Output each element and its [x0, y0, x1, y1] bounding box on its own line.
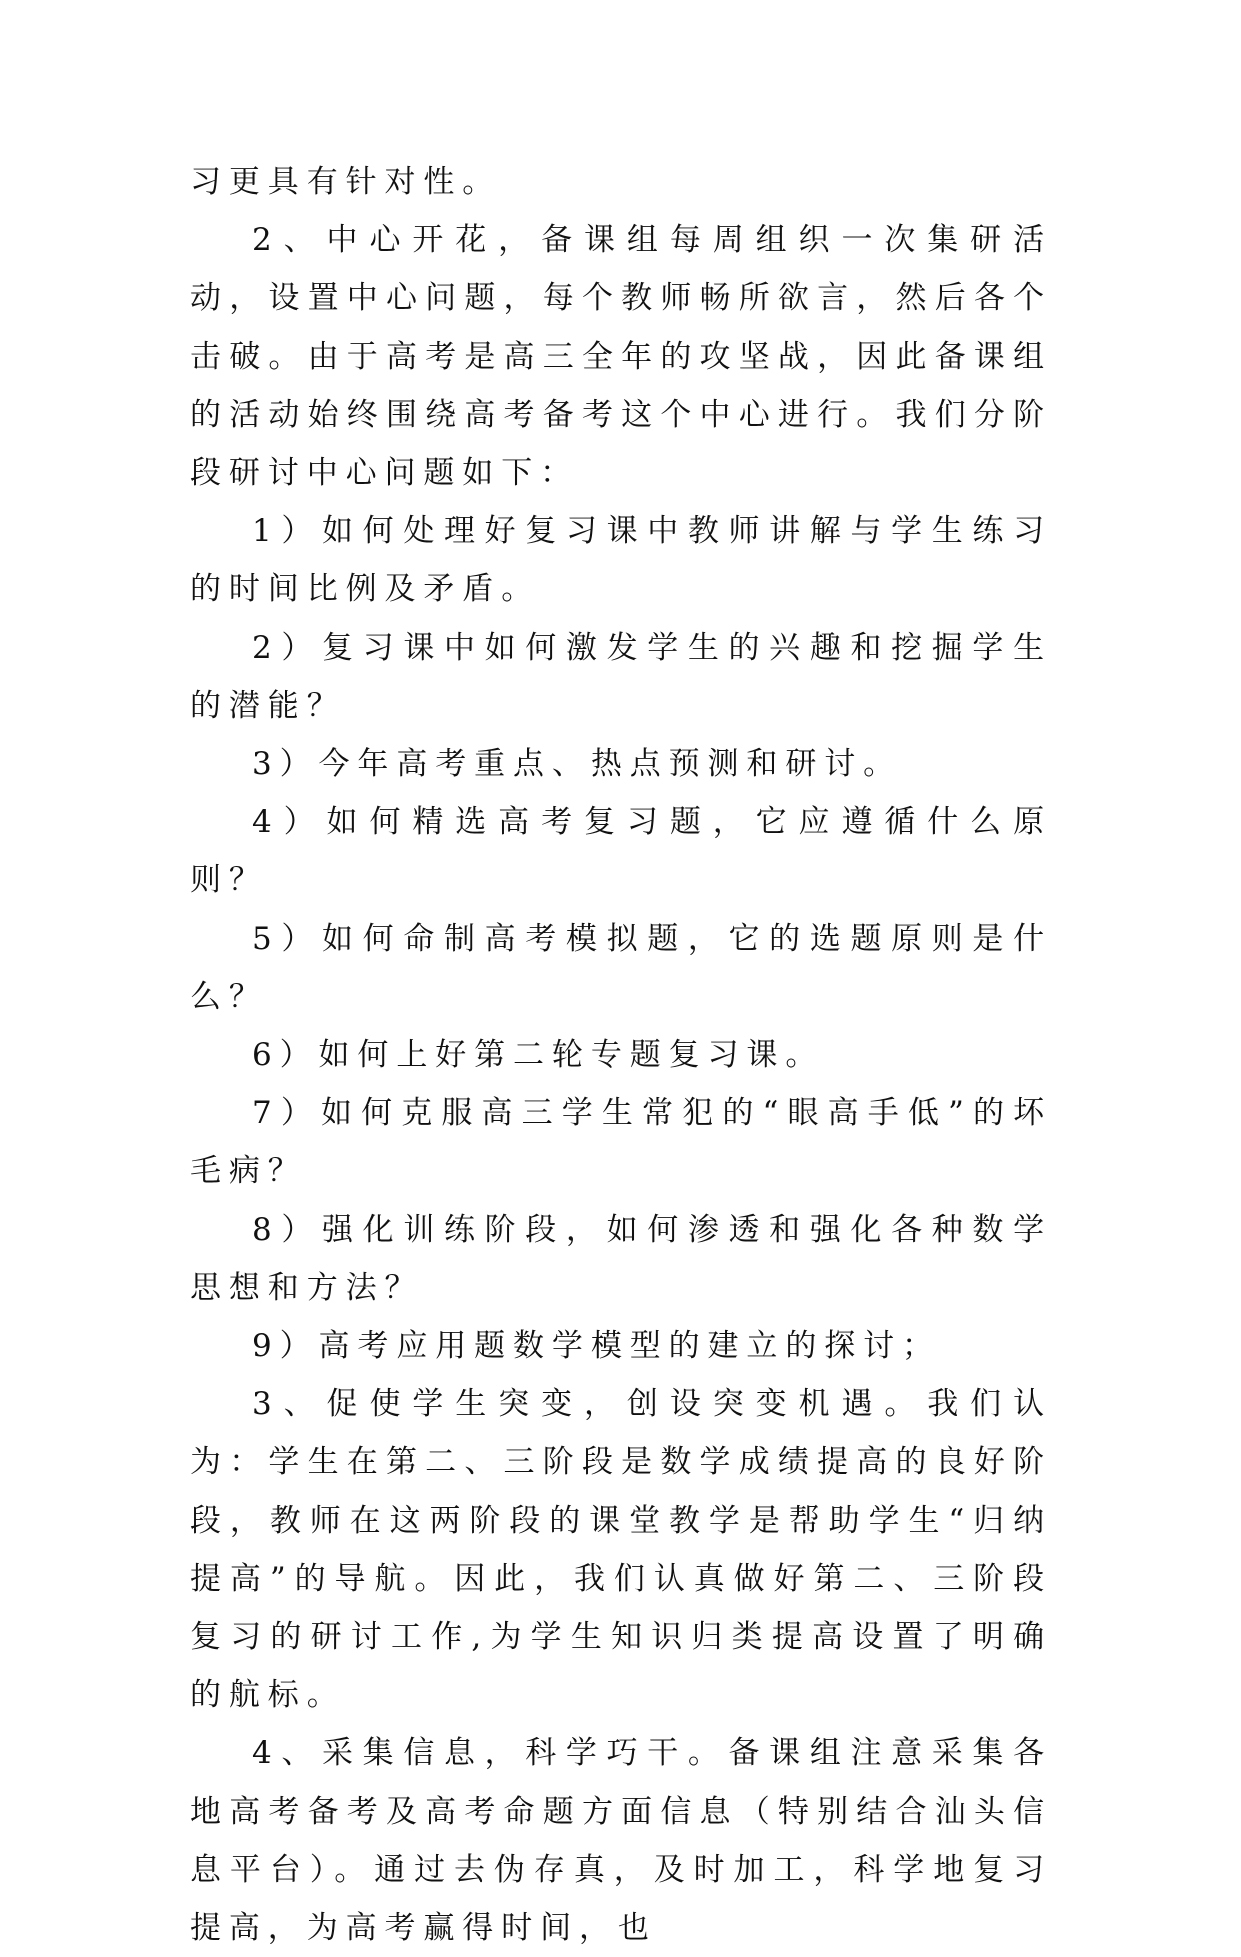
list-item-2: 2）复习课中如何激发学生的兴趣和挖掘学生的潜能？	[190, 629, 1052, 724]
list-item-8: 8）强化训练阶段，如何渗透和强化各种数学思想和方法？	[190, 1211, 1052, 1306]
list-item-1: 1）如何处理好复习课中教师讲解与学生练习的时间比例及矛盾。	[190, 513, 1052, 608]
list-item-7: 7）如何克服高三学生常犯的“眼高手低”的坏毛病？	[190, 1095, 1052, 1190]
paragraph-item-3: 3、促使学生突变，创设突变机遇。我们认为：学生在第二、三阶段是数学成绩提高的良好阶段，教师在这两阶段的课堂教学是帮助学生“归纳提高”的导航。因此，我们认真做好第二、三阶段复习的研讨工作,为学生知识归类提高设置了明确的航标。	[190, 1386, 1052, 1714]
list-item-6: 6）如何上好第二轮专题复习课。	[252, 1037, 825, 1074]
list-item-9: 9）高考应用题数学模型的建立的探讨；	[252, 1328, 941, 1365]
document-body	[190, 153, 1052, 1957]
list-item-3: 3）今年高考重点、热点预测和研讨。	[252, 746, 903, 783]
list-item-4: 4）如何精选高考复习题，它应遵循什么原则？	[190, 804, 1052, 899]
paragraph-item-4: 4、采集信息，科学巧干。备课组注意采集各地高考备考及高考命题方面信息（特别结合汕头信息平台）。通过去伪存真，及时加工，科学地复习提高，为高考赢得时间，也	[190, 1735, 1052, 1947]
list-item-5: 5）如何命制高考模拟题，它的选题原则是什么？	[190, 920, 1052, 1015]
paragraph-item-2: 2、中心开花，备课组每周组织一次集研活动，设置中心问题，每个教师畅所欲言，然后各个击破。由于高考是高三全年的攻坚战，因此备课组的活动始终围绕高考备考这个中心进行。我们分阶段研讨中心问题如下：	[190, 222, 1052, 492]
paragraph-continuation: 习更具有针对性。	[190, 164, 502, 200]
